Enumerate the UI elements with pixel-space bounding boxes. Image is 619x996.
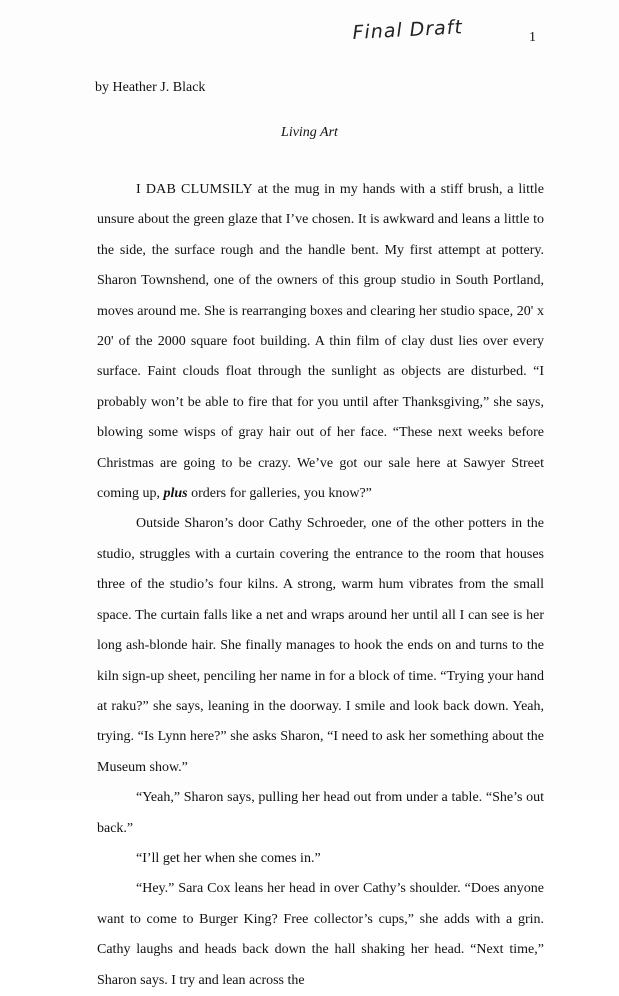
paragraph-text-tail: orders for galleries, you know?” xyxy=(187,486,372,502)
byline: by Heather J. Black xyxy=(95,80,206,95)
emphasis-word: plus xyxy=(163,486,188,502)
paragraph-1 xyxy=(97,175,544,509)
paragraph-5: “Hey.” Sara Cox leans her head in over Cathy’s shoulder. “Does anyone want to come to Burger King? Free collector’s cups,” she adds with a grin. Cathy laughs and heads back down the hall shaking her head. “Next time,” Sharon says. I try and lean across the xyxy=(97,881,544,988)
handwritten-note: Final Draft xyxy=(352,16,464,44)
paragraph-text: at the mug in my hands with a stiff brush, a little unsure about the green glaze that I’ve chosen. It is awkward and leans a little to the side, the surface rough and the handle bent. My first attempt at pottery. Sharon Townshend, one of the owners of this group studio in South Portland, moves around me. She is rearranging boxes and clearing her studio space, 20' x 20' of the 2000 square foot building. A thin film of clay dust lies over every surface. Faint clouds float through the sunlight as objects are disturbed. “I probably won’t be able to fire that for you until after Thanksgiving,” she says, blowing some wisps of gray hair out of her face. “These next weeks before Christmas are going to be crazy. We’ve got our sale here at Sawyer Street coming up, xyxy=(97,182,544,502)
paragraph-3: “Yeah,” Sharon says, pulling her head out from under a table. “She’s out back.” xyxy=(97,790,544,836)
paragraph-4: “I’ll get her when she comes in.” xyxy=(136,850,321,866)
paragraph-2: Outside Sharon’s door Cathy Schroeder, one of the other potters in the studio, struggles with a curtain covering the entrance to the room that houses three of the studio’s four kilns. A strong, warm hum vibrates from the small space. The curtain falls like a net and wraps around her until all I can see is her long ash-blonde hair. She finally manages to hook the ends on and turns to the kiln sign-up sheet, penciling her name in for a block of time. “Trying your hand at raku?” she says, leaning in the doorway. I smile and look back down. Yeah, trying. “Is Lynn here?” she asks Sharon, “I need to ask her something about the Museum show.” xyxy=(97,516,544,775)
paragraph-lead-in: I DAB CLUMSILY xyxy=(136,182,253,197)
essay-title: Living Art xyxy=(281,125,338,140)
page-number: 1 xyxy=(529,30,536,45)
essay-body xyxy=(97,175,544,996)
